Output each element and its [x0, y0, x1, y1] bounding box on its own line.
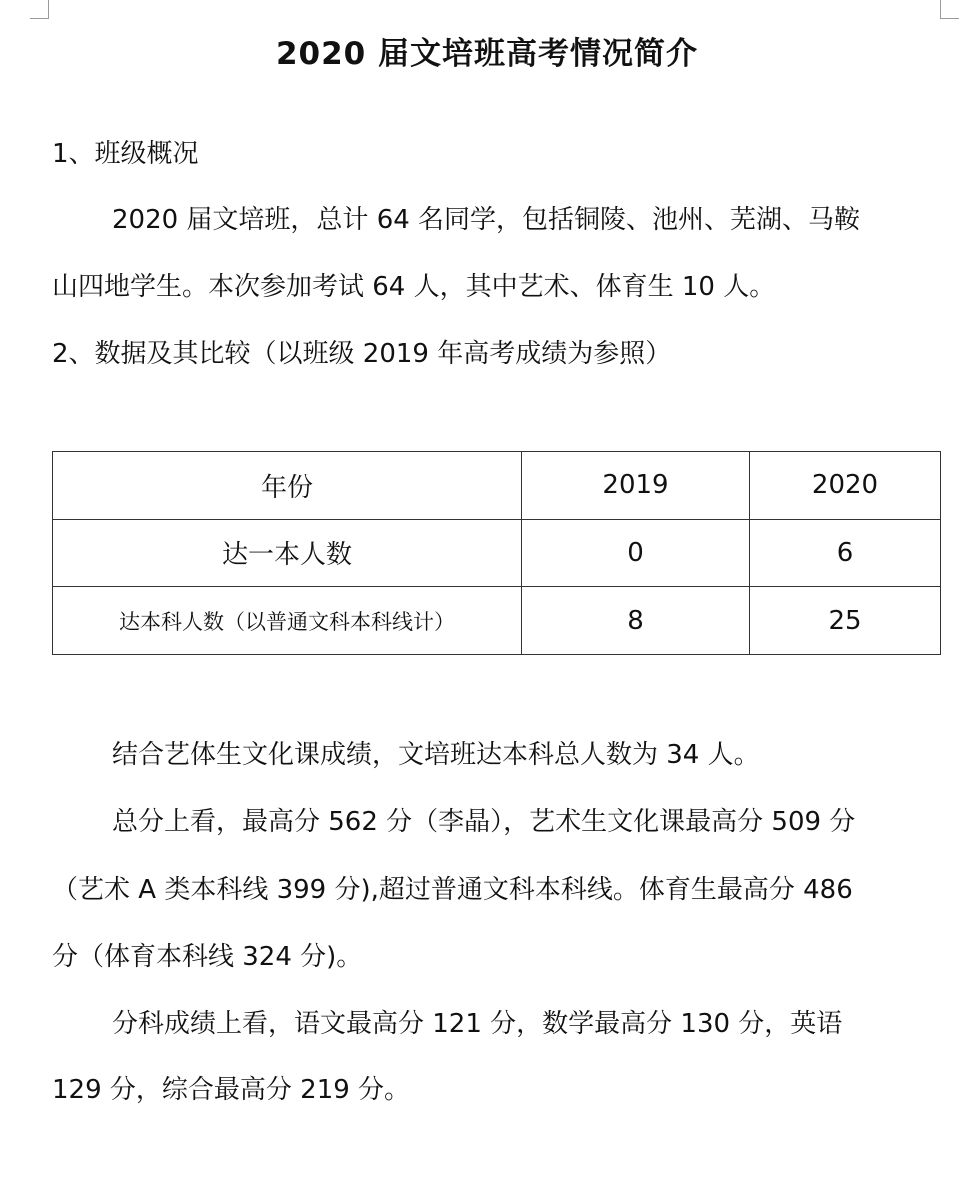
table-header-cell: 2019 — [522, 452, 750, 520]
table-row — [53, 587, 941, 655]
document-title: 2020 届文培班高考情况简介 — [275, 36, 699, 72]
table-cell: 达一本人数 — [53, 519, 522, 587]
subject-score-paragraph-line-2: 129 分，综合最高分 219 分。 — [52, 1075, 411, 1105]
crop-mark-top-left — [30, 0, 49, 19]
comparison-table — [52, 451, 941, 655]
table-header-cell: 2020 — [750, 452, 941, 520]
total-score-paragraph-line-2: （艺术 A 类本科线 399 分),超过普通文科本科线。体育生最高分 486 — [52, 875, 853, 905]
table-header-row — [53, 452, 941, 520]
table-cell: 6 — [750, 519, 941, 587]
table-cell: 25 — [750, 587, 941, 655]
section-2-heading: 2、数据及其比较（以班级 2019 年高考成绩为参照） — [52, 339, 672, 369]
total-score-paragraph-line-3: 分（体育本科线 324 分)。 — [52, 942, 363, 972]
table-header-cell: 年份 — [53, 452, 522, 520]
section-1-paragraph-line-2: 山四地学生。本次参加考试 64 人，其中艺术、体育生 10 人。 — [52, 272, 776, 302]
crop-mark-top-right — [940, 0, 959, 19]
table-cell: 8 — [522, 587, 750, 655]
subject-score-paragraph-line-1: 分科成绩上看，语文最高分 121 分，数学最高分 130 分，英语 — [112, 1009, 843, 1039]
total-score-paragraph-line-1: 总分上看，最高分 562 分（李晶），艺术生文化课最高分 509 分 — [112, 807, 856, 837]
table-cell: 0 — [522, 519, 750, 587]
summary-paragraph-line: 结合艺体生文化课成绩，文培班达本科总人数为 34 人。 — [112, 740, 760, 770]
table-row — [53, 519, 941, 587]
table-cell: 达本科人数（以普通文科本科线计） — [53, 587, 522, 655]
section-1-paragraph-line-1: 2020 届文培班，总计 64 名同学，包括铜陵、池州、芜湖、马鞍 — [112, 205, 861, 235]
section-1-heading: 1、班级概况 — [52, 139, 199, 169]
